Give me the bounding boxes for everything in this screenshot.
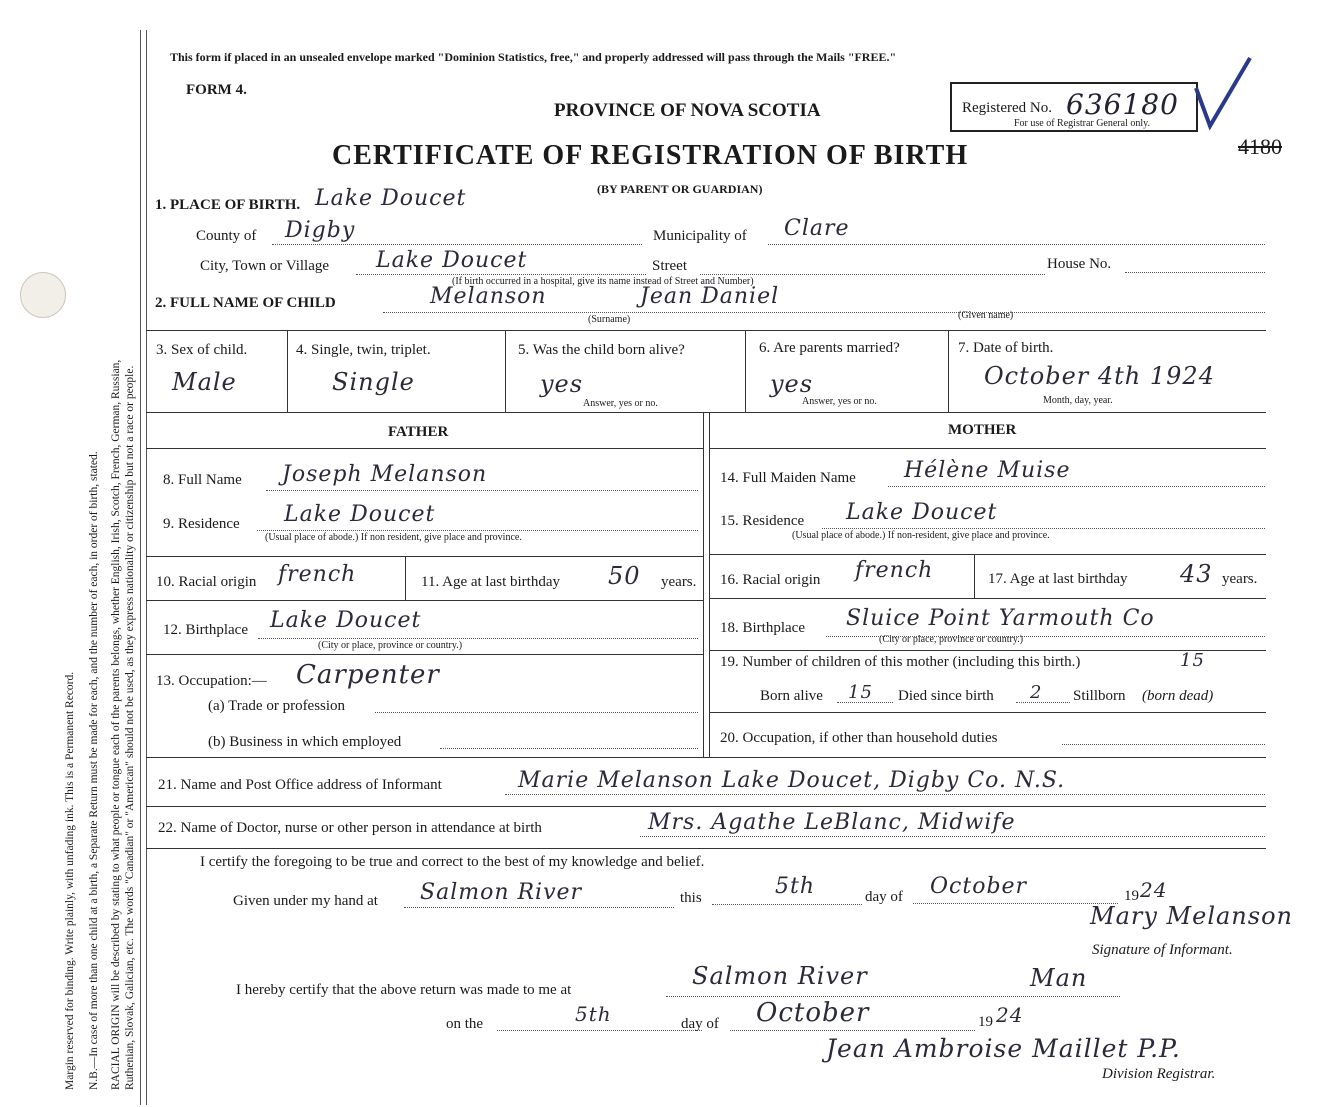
father-birthplace-value: Lake Doucet <box>270 608 422 633</box>
line <box>497 1030 702 1031</box>
plurality-label: 4. Single, twin, triplet. <box>296 342 431 358</box>
born-alive-value: yes <box>540 370 584 398</box>
mother-racial-label: 16. Racial origin <box>720 572 821 588</box>
mother-age-value: 43 <box>1180 560 1213 588</box>
father-age-unit: years. <box>661 574 697 590</box>
crossed-out-number: 4180 <box>1238 134 1282 159</box>
date-of-birth-label: 7. Date of birth. <box>958 340 1054 356</box>
sex-label: 3. Sex of child. <box>156 342 248 358</box>
informant-signature-caption: Signature of Informant. <box>1092 942 1233 958</box>
city-value: Lake Doucet <box>376 248 528 273</box>
mother-name-value: Hélène Muise <box>904 458 1071 483</box>
row-divider-bottom <box>146 412 1266 413</box>
house-line <box>1125 272 1265 273</box>
line <box>375 712 698 713</box>
registrar-year-prefix: 19 <box>978 1014 993 1030</box>
mother-name-label: 14. Full Maiden Name <box>720 470 856 486</box>
divider <box>505 330 506 412</box>
father-occupation-value: Carpenter <box>296 660 440 690</box>
this-label: this <box>680 890 702 906</box>
line <box>1016 702 1070 703</box>
municipality-value: Clare <box>784 216 850 241</box>
died-since-birth-label: Died since birth <box>898 688 994 704</box>
line <box>404 907 674 908</box>
line <box>913 903 1118 904</box>
margin-rule <box>140 30 141 1105</box>
parents-married-caption: Answer, yes or no. <box>802 396 877 407</box>
given-year-prefix: 19 <box>1124 888 1139 904</box>
divider <box>405 556 406 600</box>
county-label: County of <box>196 228 257 244</box>
binding-hole <box>20 272 66 318</box>
stillborn-note: (born dead) <box>1142 688 1214 704</box>
divider <box>948 330 949 412</box>
mother-children-value: 15 <box>1180 650 1205 671</box>
registrar-day-value: 5th <box>575 1002 612 1026</box>
father-name-value: Joseph Melanson <box>282 462 488 487</box>
born-alive-count-value: 15 <box>848 682 873 703</box>
sex-value: Male <box>172 368 237 396</box>
line <box>258 638 698 639</box>
line <box>640 836 1265 837</box>
parents-block-bottom <box>146 757 1266 758</box>
certificate-title: CERTIFICATE OF REGISTRATION OF BIRTH <box>332 140 969 171</box>
county-line <box>272 244 642 245</box>
province-name: PROVINCE OF NOVA SCOTIA <box>554 100 821 121</box>
father-racial-value: french <box>278 562 357 587</box>
registrar-only-note: For use of Registrar General only. <box>1014 118 1150 129</box>
certificate-subtitle: (BY PARENT OR GUARDIAN) <box>597 182 763 196</box>
street-line <box>700 274 1045 275</box>
child-surname-value: Melanson <box>430 284 547 309</box>
parents-married-value: yes <box>770 370 814 398</box>
divider <box>745 330 746 412</box>
mother-heading: MOTHER <box>948 422 1017 438</box>
check-mark <box>1192 54 1254 134</box>
doctor-label: 22. Name of Doctor, nurse or other person in attendance at birth <box>158 820 542 836</box>
hospital-note: (If birth occurred in a hospital, give its name instead of Street and Number) <box>452 276 754 287</box>
mother-birthplace-label: 18. Birthplace <box>720 620 805 636</box>
father-residence-value: Lake Doucet <box>284 502 436 527</box>
line <box>440 748 698 749</box>
father-occupation-label: 13. Occupation:— <box>156 673 267 689</box>
mother-children-label: 19. Number of children of this mother (including this birth.) <box>720 654 1081 670</box>
stillborn-label: Stillborn <box>1073 688 1126 704</box>
given-day-value: 5th <box>775 874 816 899</box>
born-alive-count-label: Born alive <box>760 688 823 704</box>
divider <box>146 556 703 557</box>
born-alive-caption: Answer, yes or no. <box>583 398 658 409</box>
child-name-line <box>383 312 1265 313</box>
divider <box>146 806 1266 807</box>
given-day-of-label: day of <box>865 889 903 905</box>
place-of-birth-label: 1. PLACE OF BIRTH. <box>155 197 301 213</box>
street-label: Street <box>652 258 687 274</box>
child-given-value: Jean Daniel <box>640 284 780 309</box>
father-birthplace-label: 12. Birthplace <box>163 622 248 638</box>
father-residence-label: 9. Residence <box>163 516 240 532</box>
registered-number: 636180 <box>1066 88 1179 121</box>
mother-residence-value: Lake Doucet <box>846 500 998 525</box>
divider <box>146 848 1266 849</box>
divider <box>146 448 703 449</box>
registrar-caption: Division Registrar. <box>1102 1066 1216 1082</box>
given-name-caption: (Given name) <box>958 310 1014 321</box>
registrar-statement: I hereby certify that the above return was made to me at <box>236 982 572 998</box>
city-label: City, Town or Village <box>200 258 330 274</box>
mother-residence-caption: (Usual place of abode.) If non-resident, give place and province. <box>792 530 1050 541</box>
house-label: House No. <box>1047 256 1112 272</box>
mother-age-label: 17. Age at last birthday <box>988 571 1128 587</box>
divider <box>287 330 288 412</box>
registrar-month-value: October <box>756 998 870 1028</box>
municipality-label: Municipality of <box>653 228 747 244</box>
margin-note-racial-origin: RACIAL ORIGIN will be described by stating to what people or tongue each of the parents belongs, whether English, Irish, Scotch, French, German, Russian, <box>110 359 122 1090</box>
certification-statement: I certify the foregoing to be true and correct to the best of my knowledge and belief. <box>200 854 705 870</box>
margin-rule-inner <box>146 30 147 1105</box>
registrar-on-label: on the <box>446 1016 484 1032</box>
mother-age-unit: years. <box>1222 571 1258 587</box>
divider <box>709 598 1266 599</box>
given-place-value: Salmon River <box>420 880 583 905</box>
registration-box <box>950 82 1198 132</box>
registrar-place-value: Salmon River <box>692 962 868 990</box>
line <box>822 528 1265 529</box>
city-line <box>356 274 646 275</box>
margin-note-binding: Margin reserved for binding. Write plainly, with unfading ink. This is a Permanent Record. <box>64 671 76 1090</box>
father-age-value: 50 <box>608 562 641 590</box>
registrar-year-value: 24 <box>996 1003 1024 1027</box>
father-trade-label: (a) Trade or profession <box>208 698 346 714</box>
place-of-birth-value: Lake Doucet <box>315 186 467 211</box>
date-of-birth-caption: Month, day, year. <box>1043 395 1113 406</box>
surname-caption: (Surname) <box>588 314 631 325</box>
plurality-value: Single <box>332 368 415 396</box>
line <box>712 904 862 905</box>
registrar-signature: Jean Ambroise Maillet P.P. <box>826 1034 1181 1063</box>
margin-note-multiple-births: N.B.—In case of more than one child at a birth, a Separate Return must be made for each, and the number of each, in order of birth, stated. <box>88 451 100 1090</box>
line <box>730 1030 975 1031</box>
given-under-hand-label: Given under my hand at <box>233 893 378 909</box>
mother-residence-label: 15. Residence <box>720 513 805 529</box>
father-name-label: 8. Full Name <box>163 472 242 488</box>
divider <box>709 712 1266 713</box>
registrar-place-suffix: Man <box>1030 964 1088 992</box>
informant-signature: Mary Melanson <box>1090 902 1293 930</box>
divider <box>709 554 1266 555</box>
parents-column-divider <box>703 412 704 757</box>
parents-column-divider-2 <box>709 412 710 757</box>
mother-occupation-label: 20. Occupation, if other than household duties <box>720 730 998 746</box>
died-since-birth-value: 2 <box>1030 682 1043 703</box>
father-heading: FATHER <box>388 424 449 440</box>
divider <box>146 600 703 601</box>
child-name-label: 2. FULL NAME OF CHILD <box>155 295 336 311</box>
line <box>666 996 1120 997</box>
county-value: Digby <box>285 218 356 243</box>
father-racial-label: 10. Racial origin <box>156 574 257 590</box>
doctor-value: Mrs. Agathe LeBlanc, Midwife <box>648 810 1016 835</box>
divider <box>974 554 975 598</box>
mother-birthplace-value: Sluice Point Yarmouth Co <box>846 606 1155 631</box>
parents-married-label: 6. Are parents married? <box>759 340 900 356</box>
form-number: FORM 4. <box>186 82 247 98</box>
postal-notice: This form if placed in an unsealed envelope marked "Dominion Statistics, free," and properly addressed will pass through the Mails "FREE." <box>170 50 897 64</box>
informant-value: Marie Melanson Lake Doucet, Digby Co. N.S. <box>518 768 1066 793</box>
line <box>1062 744 1265 745</box>
informant-label: 21. Name and Post Office address of Informant <box>158 777 442 793</box>
divider <box>709 448 1266 449</box>
born-alive-label: 5. Was the child born alive? <box>518 342 685 358</box>
mother-birthplace-caption: (City or place, province or country.) <box>879 634 1024 645</box>
father-residence-caption: (Usual place of abode.) If non resident, give place and province. <box>265 532 522 543</box>
row-divider-top <box>146 330 1266 331</box>
father-business-label: (b) Business in which employed <box>208 734 402 750</box>
line <box>266 490 698 491</box>
given-year-value: 24 <box>1140 878 1168 902</box>
margin-note-racial-origin-cont: Ruthenian, Slovak, Galician, etc. The words "Canadian" or "American" should not be used, as they express nationality or citizenship but not a race or people. <box>124 365 136 1090</box>
mother-racial-value: french <box>855 558 934 583</box>
registrar-day-of-label: day of <box>681 1016 719 1032</box>
divider <box>146 654 703 655</box>
line <box>505 794 1265 795</box>
municipality-line <box>768 244 1265 245</box>
father-age-label: 11. Age at last birthday <box>421 574 560 590</box>
line <box>257 530 698 531</box>
date-of-birth-value: October 4th 1924 <box>984 362 1215 390</box>
father-birthplace-caption: (City or place, province or country.) <box>318 640 463 651</box>
line <box>888 486 1265 487</box>
given-month-value: October <box>930 874 1028 899</box>
registered-label: Registered No. <box>962 100 1052 116</box>
